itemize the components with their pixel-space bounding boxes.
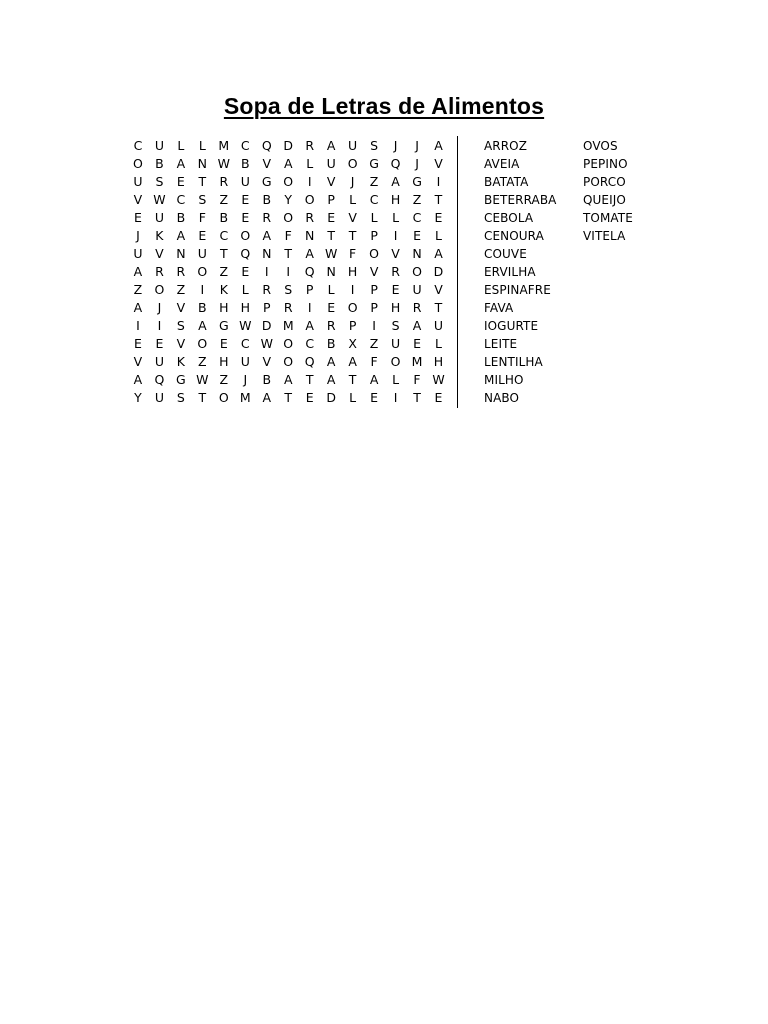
grid-cell: L: [198, 138, 206, 153]
grid-cell: A: [198, 318, 207, 333]
word-item: CEBOLA: [484, 211, 534, 225]
grid-cell: S: [370, 138, 379, 153]
grid-cell: O: [347, 156, 358, 171]
grid-cell: K: [219, 282, 228, 297]
grid-cell: I: [436, 174, 441, 189]
grid-cell: B: [326, 336, 336, 351]
grid-cell: S: [198, 192, 207, 207]
grid-row: [128, 209, 450, 227]
word-item: BATATA: [484, 175, 529, 189]
grid-cell: W: [432, 372, 445, 387]
grid-cell: A: [434, 246, 443, 261]
grid-cell: U: [348, 138, 358, 153]
grid-cell: L: [349, 390, 357, 405]
letter-grid: [128, 137, 450, 407]
grid-cell: L: [392, 372, 400, 387]
grid-cell: F: [370, 354, 378, 369]
grid-cell: O: [390, 354, 401, 369]
word-item: COUVE: [484, 247, 527, 261]
grid-row: [128, 263, 450, 281]
grid-cell: Q: [240, 246, 251, 261]
grid-row: [128, 155, 450, 173]
grid-cell: S: [284, 282, 293, 297]
grid-cell: A: [391, 174, 400, 189]
grid-cell: W: [260, 336, 273, 351]
grid-cell: Y: [134, 390, 142, 405]
word-item: TOMATE: [583, 211, 633, 225]
grid-cell: E: [434, 210, 443, 225]
grid-cell: E: [133, 210, 142, 225]
grid-cell: A: [326, 138, 336, 153]
grid-cell: V: [391, 246, 400, 261]
grid-cell: U: [412, 282, 422, 297]
grid-cell: O: [218, 390, 229, 405]
grid-cell: P: [348, 318, 357, 333]
grid-cell: A: [283, 372, 293, 387]
grid-cell: A: [133, 372, 143, 387]
grid-cell: F: [198, 210, 206, 225]
grid-cell: S: [391, 318, 400, 333]
grid-cell: B: [219, 210, 229, 225]
grid-cell: R: [262, 210, 272, 225]
grid-cell: N: [197, 156, 208, 171]
grid-cell: T: [434, 192, 443, 207]
grid-cell: O: [283, 336, 294, 351]
grid-cell: R: [412, 300, 422, 315]
grid-cell: E: [241, 264, 250, 279]
grid-cell: G: [176, 372, 186, 387]
grid-cell: R: [326, 318, 336, 333]
grid-cell: C: [369, 192, 379, 207]
word-item: PEPINO: [583, 157, 628, 171]
grid-cell: O: [347, 300, 358, 315]
grid-cell: U: [133, 174, 143, 189]
grid-cell: L: [435, 336, 442, 351]
grid-cell: H: [240, 300, 250, 315]
grid-cell: L: [241, 282, 249, 297]
grid-row: [128, 353, 450, 371]
grid-cell: Z: [198, 354, 207, 369]
word-list-column-1: [484, 137, 556, 407]
grid-cell: I: [372, 318, 376, 333]
grid-cell: E: [305, 390, 314, 405]
grid-cell: I: [350, 282, 355, 297]
word-item: CENOURA: [484, 229, 544, 243]
grid-cell: C: [240, 138, 250, 153]
grid-cell: V: [176, 300, 186, 315]
grid-cell: F: [284, 228, 292, 243]
grid-cell: A: [305, 318, 314, 333]
grid-cell: U: [154, 138, 164, 153]
grid-cell: T: [434, 300, 443, 315]
grid-cell: A: [262, 228, 272, 243]
grid-cell: Z: [176, 282, 186, 297]
grid-cell: C: [305, 336, 315, 351]
grid-cell: N: [326, 264, 336, 279]
grid-cell: Z: [412, 192, 422, 207]
grid-row: [128, 245, 450, 263]
grid-cell: G: [218, 318, 229, 333]
grid-cell: O: [304, 192, 315, 207]
grid-cell: W: [324, 246, 338, 261]
grid-cell: K: [176, 354, 185, 369]
grid-cell: F: [413, 372, 421, 387]
grid-cell: Z: [133, 282, 143, 297]
grid-cell: P: [262, 300, 271, 315]
grid-cell: J: [136, 228, 140, 243]
grid-cell: U: [390, 336, 401, 351]
grid-cell: C: [133, 138, 143, 153]
grid-cell: P: [370, 282, 378, 297]
grid-cell: Q: [261, 138, 272, 153]
grid-cell: N: [176, 246, 186, 261]
grid-cell: O: [412, 264, 422, 279]
grid-cell: A: [412, 318, 422, 333]
word-item: LENTILHA: [484, 355, 543, 369]
grid-cell: U: [154, 210, 164, 225]
grid-cell: V: [348, 210, 357, 225]
grid-cell: E: [327, 300, 336, 315]
grid-cell: P: [370, 228, 378, 243]
word-item: BETERRABA: [484, 193, 557, 207]
grid-row: [128, 317, 450, 335]
grid-cell: V: [434, 282, 443, 297]
grid-cell: S: [176, 318, 185, 333]
grid-cell: R: [176, 264, 186, 279]
grid-cell: L: [370, 210, 378, 225]
word-item: PORCO: [583, 175, 626, 189]
grid-cell: J: [243, 372, 248, 387]
grid-cell: W: [153, 192, 166, 207]
grid-cell: B: [198, 300, 207, 315]
grid-cell: C: [176, 192, 186, 207]
grid-cell: S: [176, 390, 185, 405]
grid-row: [128, 389, 450, 407]
grid-cell: A: [176, 156, 186, 171]
grid-row: [128, 227, 450, 245]
grid-cell: H: [347, 264, 358, 279]
grid-cell: Q: [154, 372, 165, 387]
grid-cell: O: [133, 156, 143, 171]
grid-cell: B: [176, 210, 186, 225]
grid-cell: L: [177, 138, 185, 153]
grid-cell: H: [219, 354, 229, 369]
grid-cell: R: [155, 264, 164, 279]
grid-cell: V: [326, 174, 336, 189]
grid-cell: B: [262, 372, 272, 387]
grid-cell: Z: [219, 372, 229, 387]
grid-row: [128, 137, 450, 155]
grid-cell: Q: [390, 156, 401, 171]
grid-cell: G: [261, 174, 272, 189]
grid-row: [128, 335, 450, 353]
grid-cell: N: [412, 246, 422, 261]
grid-cell: P: [327, 192, 335, 207]
grid-cell: O: [283, 354, 294, 369]
grid-cell: L: [435, 228, 442, 243]
grid-cell: B: [155, 156, 164, 171]
grid-cell: N: [305, 228, 315, 243]
word-item: VITELA: [583, 229, 626, 243]
word-item: MILHO: [484, 373, 524, 387]
grid-cell: H: [390, 192, 401, 207]
grid-cell: T: [284, 390, 293, 405]
grid-cell: Z: [219, 264, 229, 279]
grid-cell: G: [369, 156, 379, 171]
grid-cell: T: [305, 372, 314, 387]
grid-cell: C: [219, 228, 229, 243]
grid-cell: H: [390, 300, 401, 315]
grid-cell: Y: [284, 192, 293, 207]
grid-cell: V: [155, 246, 164, 261]
grid-cell: B: [262, 192, 272, 207]
grid-cell: K: [155, 228, 164, 243]
word-item: AVEIA: [484, 157, 520, 171]
grid-cell: I: [307, 174, 312, 189]
grid-cell: V: [262, 156, 272, 171]
grid-cell: E: [241, 210, 250, 225]
grid-cell: D: [283, 138, 294, 153]
grid-cell: T: [219, 246, 228, 261]
grid-cell: L: [327, 282, 335, 297]
grid-cell: E: [133, 336, 142, 351]
grid-cell: I: [157, 318, 162, 333]
grid-cell: A: [133, 300, 143, 315]
grid-cell: X: [348, 336, 357, 351]
grid-cell: U: [154, 390, 164, 405]
grid-cell: E: [219, 336, 228, 351]
grid-cell: O: [154, 282, 165, 297]
grid-cell: R: [391, 264, 400, 279]
grid-row: [128, 281, 450, 299]
grid-cell: E: [391, 282, 400, 297]
grid-cell: T: [413, 390, 421, 405]
grid-cell: H: [219, 300, 229, 315]
grid-cell: U: [133, 246, 143, 261]
grid-cell: N: [262, 246, 272, 261]
grid-cell: A: [326, 372, 336, 387]
grid-cell: E: [413, 336, 421, 351]
grid-cell: J: [157, 300, 162, 315]
word-item: QUEIJO: [583, 193, 626, 207]
grid-cell: U: [433, 318, 444, 333]
grid-cell: I: [286, 264, 291, 279]
word-item: LEITE: [484, 337, 518, 351]
grid-cell: I: [393, 228, 398, 243]
grid-cell: E: [198, 228, 207, 243]
grid-cell: Z: [219, 192, 229, 207]
grid-cell: E: [434, 390, 443, 405]
grid-cell: T: [327, 228, 335, 243]
grid-cell: E: [176, 174, 185, 189]
grid-cell: U: [240, 174, 250, 189]
grid-cell: O: [369, 246, 380, 261]
grid-cell: M: [411, 354, 423, 369]
grid-cell: W: [239, 318, 252, 333]
grid-cell: R: [283, 300, 293, 315]
grid-cell: M: [239, 390, 251, 405]
word-list-column-2: [583, 137, 633, 245]
grid-cell: E: [327, 210, 336, 225]
word-item: ERVILHA: [484, 265, 536, 279]
word-item: NABO: [484, 391, 520, 405]
grid-cell: U: [326, 156, 336, 171]
grid-cell: V: [369, 264, 379, 279]
grid-row: [128, 173, 450, 191]
grid-cell: U: [197, 246, 207, 261]
grid-cell: U: [154, 354, 164, 369]
grid-cell: A: [305, 246, 314, 261]
grid-cell: V: [133, 192, 143, 207]
grid-cell: O: [283, 174, 294, 189]
grid-cell: T: [348, 372, 357, 387]
grid-cell: S: [155, 174, 164, 189]
grid-cell: O: [197, 336, 208, 351]
grid-cell: V: [133, 354, 143, 369]
grid-cell: E: [155, 336, 164, 351]
grid-cell: O: [240, 228, 251, 243]
grid-cell: W: [196, 372, 209, 387]
grid-cell: A: [133, 264, 143, 279]
grid-cell: A: [262, 390, 272, 405]
grid-cell: L: [392, 210, 400, 225]
grid-cell: M: [218, 138, 230, 153]
grid-cell: R: [262, 282, 272, 297]
grid-row: [128, 371, 450, 389]
grid-row: [128, 299, 450, 317]
grid-cell: A: [326, 354, 336, 369]
grid-cell: Q: [304, 354, 315, 369]
grid-cell: F: [349, 246, 357, 261]
grid-cell: I: [393, 390, 398, 405]
grid-cell: M: [282, 318, 294, 333]
divider: [457, 136, 458, 408]
grid-cell: J: [415, 156, 419, 171]
grid-cell: E: [241, 192, 250, 207]
grid-cell: W: [217, 156, 230, 171]
page-title: Sopa de Letras de Alimentos: [223, 93, 545, 119]
word-item: ESPINAFRE: [484, 283, 551, 297]
grid-cell: T: [284, 246, 293, 261]
grid-cell: I: [136, 318, 140, 333]
grid-cell: R: [305, 138, 315, 153]
grid-cell: J: [415, 138, 419, 153]
grid-cell: C: [240, 336, 250, 351]
grid-cell: I: [307, 300, 312, 315]
word-item: IOGURTE: [484, 319, 539, 333]
grid-cell: A: [369, 372, 379, 387]
grid-cell: I: [200, 282, 205, 297]
grid-cell: O: [283, 210, 294, 225]
grid-cell: G: [412, 174, 422, 189]
grid-cell: I: [264, 264, 269, 279]
grid-cell: E: [413, 228, 421, 243]
grid-cell: D: [326, 390, 336, 405]
grid-cell: J: [393, 138, 398, 153]
grid-cell: V: [176, 336, 186, 351]
word-item: FAVA: [484, 301, 514, 315]
word-item: OVOS: [583, 139, 618, 153]
grid-cell: Q: [304, 264, 315, 279]
grid-cell: B: [240, 156, 250, 171]
grid-cell: T: [198, 390, 207, 405]
grid-cell: V: [434, 156, 443, 171]
grid-cell: A: [348, 354, 357, 369]
grid-row: [128, 191, 450, 209]
grid-cell: U: [240, 354, 250, 369]
grid-cell: L: [349, 192, 357, 207]
grid-cell: H: [433, 354, 444, 369]
grid-cell: R: [219, 174, 229, 189]
word-item: ARROZ: [484, 139, 528, 153]
grid-cell: V: [262, 354, 272, 369]
grid-cell: Z: [369, 174, 379, 189]
grid-cell: A: [283, 156, 293, 171]
grid-cell: D: [261, 318, 272, 333]
grid-cell: R: [305, 210, 315, 225]
grid-cell: A: [434, 138, 443, 153]
grid-cell: A: [176, 228, 186, 243]
grid-cell: E: [370, 390, 379, 405]
grid-cell: T: [198, 174, 207, 189]
grid-cell: J: [350, 174, 355, 189]
grid-cell: P: [370, 300, 378, 315]
grid-cell: O: [197, 264, 208, 279]
grid-cell: L: [306, 156, 314, 171]
grid-cell: Z: [369, 336, 379, 351]
grid-cell: T: [348, 228, 357, 243]
grid-cell: P: [305, 282, 314, 297]
grid-cell: D: [433, 264, 444, 279]
grid-cell: C: [412, 210, 422, 225]
